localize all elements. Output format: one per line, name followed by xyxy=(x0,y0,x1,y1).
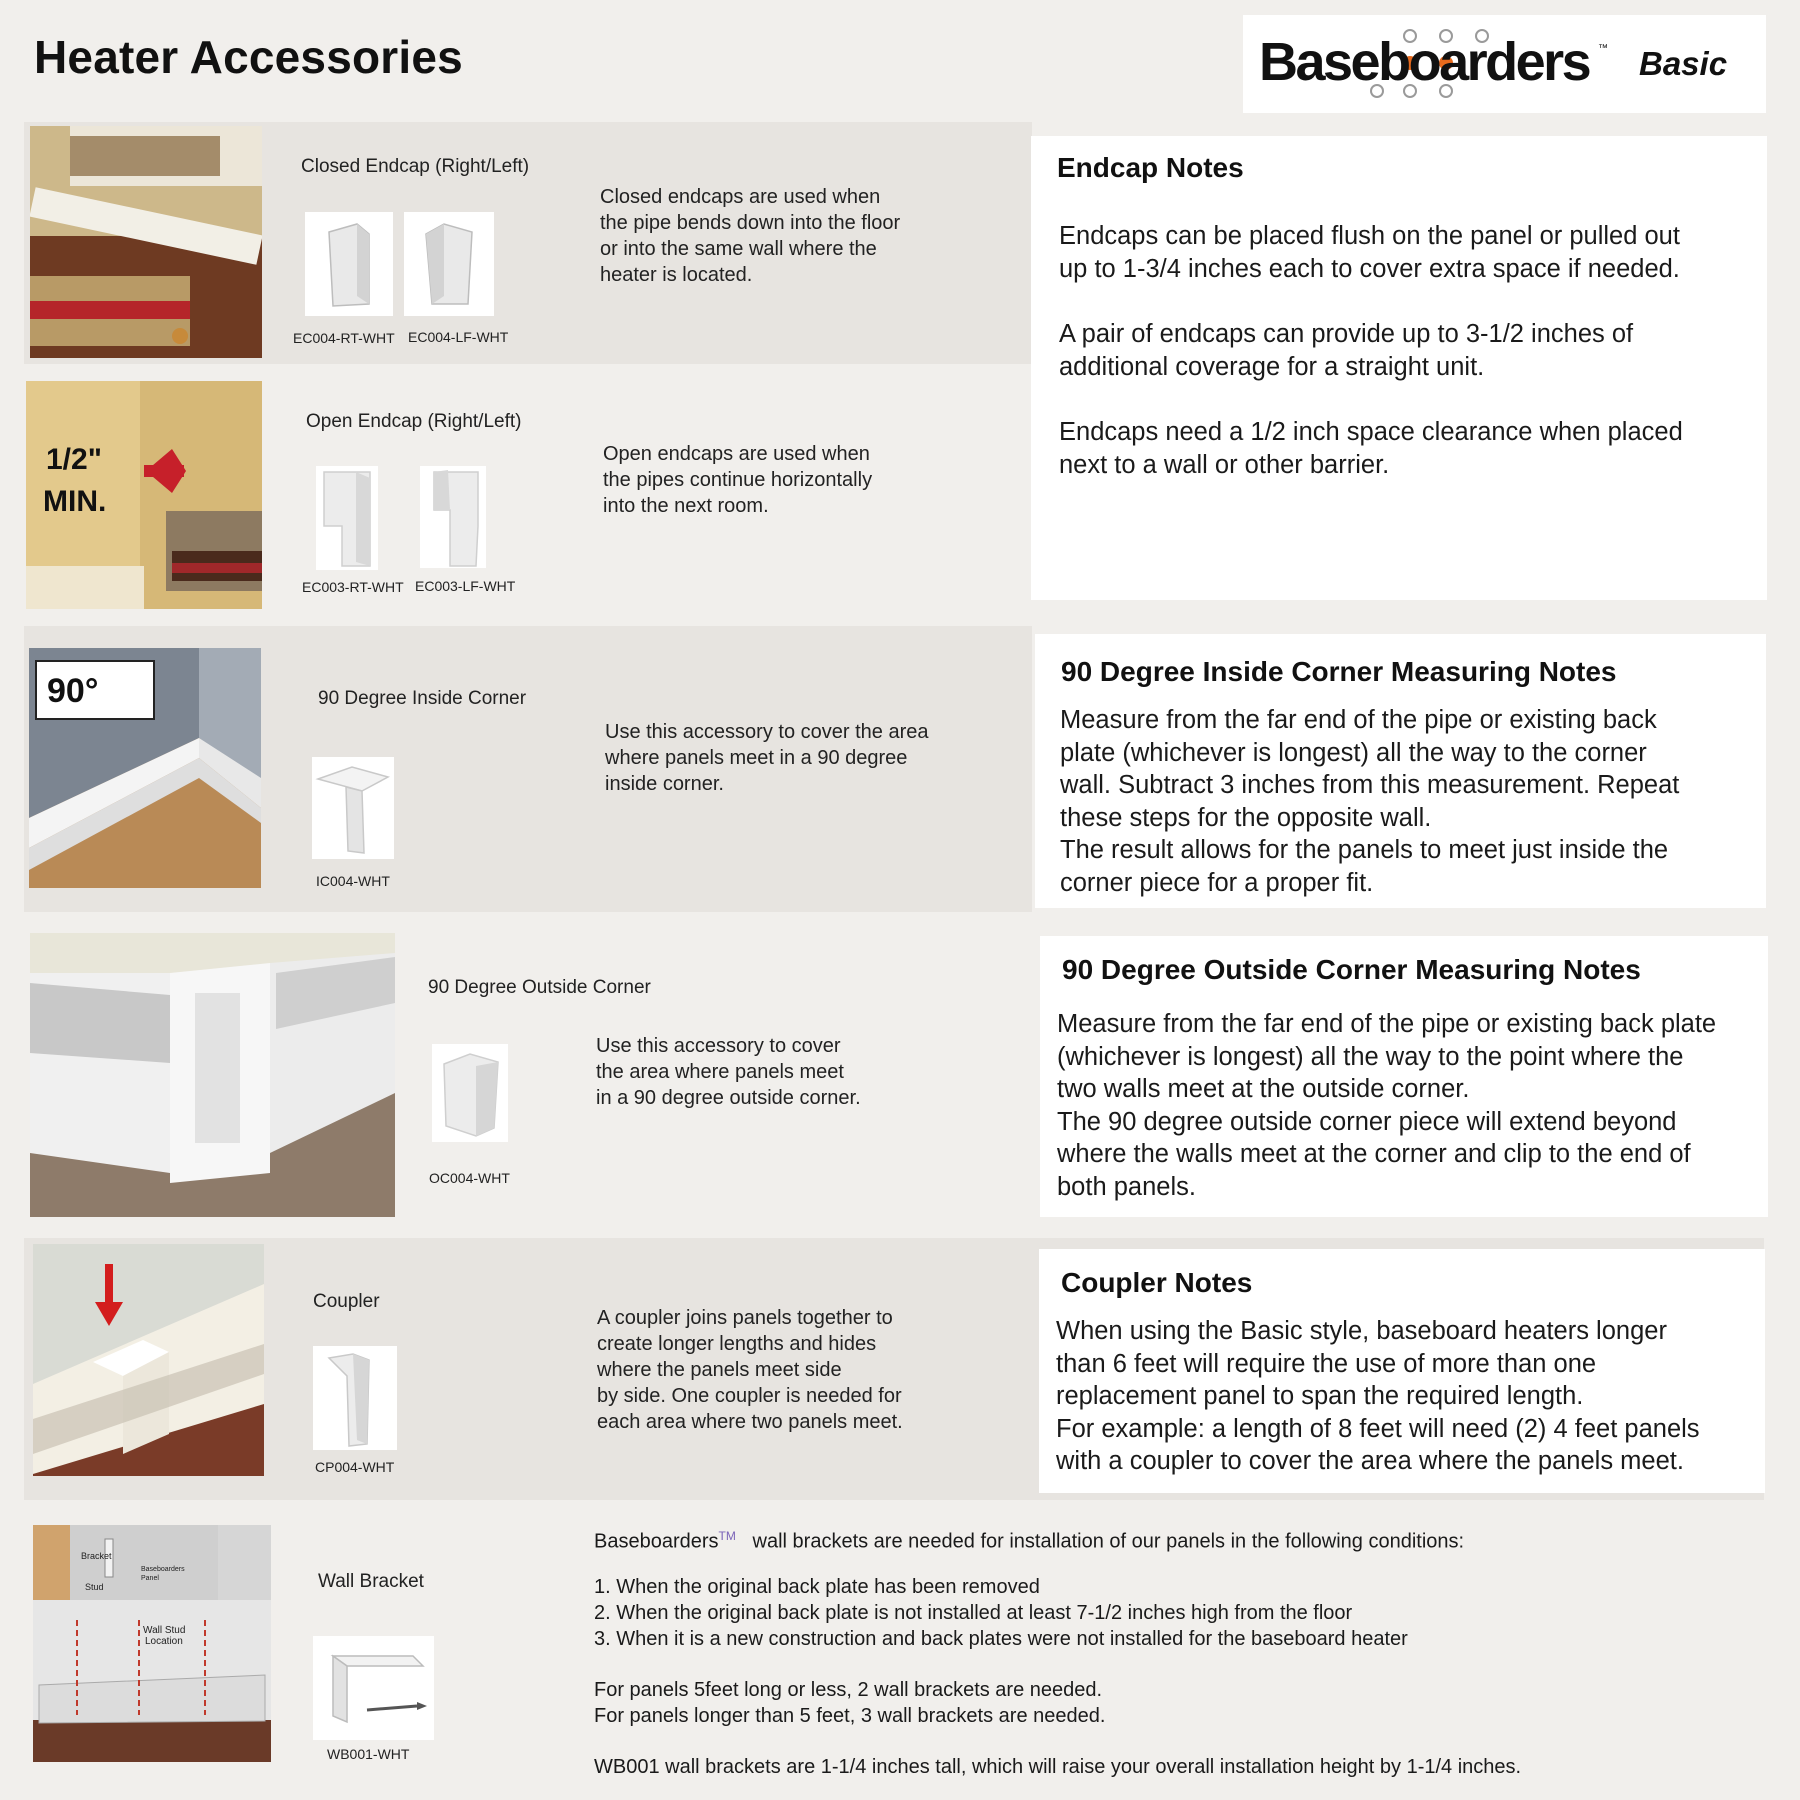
page-title: Heater Accessories xyxy=(34,31,463,83)
endcap-notes-paragraph: A pair of endcaps can provide up to 3-1/2 inches of additional coverage for a straight unit. xyxy=(1059,320,1634,381)
endcap-notes-paragraph: Endcaps need a 1/2 inch space clearance when placed next to a wall or other barrier. xyxy=(1059,418,1683,479)
sku-label: WB001-WHT xyxy=(327,1746,410,1762)
sku-label: CP004-WHT xyxy=(315,1459,395,1475)
oc004-thumb xyxy=(432,1044,508,1142)
sku-label: EC004-RT-WHT xyxy=(293,330,395,346)
wall-bracket-quantity: For panels 5feet long or less, 2 wall brackets are needed. For panels longer than 5 feet, 3 wall brackets are needed. xyxy=(594,1679,1106,1727)
endcap-notes-title: Endcap Notes xyxy=(1057,152,1244,183)
cp004-thumb xyxy=(313,1346,397,1450)
closed-endcap-name: Closed Endcap (Right/Left) xyxy=(301,156,530,177)
angle-label: 90° xyxy=(47,672,99,710)
sku-label: EC003-LF-WHT xyxy=(415,578,516,594)
photo-label: Stud xyxy=(85,1582,104,1592)
coupler-description: A coupler joins panels together to create longer lengths and hides where the panels meet side by side. One coupler is needed for each area where two panels meet. xyxy=(597,1307,903,1433)
photo-label: Bracket xyxy=(81,1551,112,1561)
wall-bracket-conditions: 1. When the original back plate has been removed 2. When the original back plate is not installed at least 7-1/2 inches high from the floor 3. When it is a new construction and back plates were not installed for the baseboard heater xyxy=(594,1576,1408,1650)
ec003-rt-thumb xyxy=(316,466,378,570)
clearance-label: MIN. xyxy=(43,485,107,518)
photo-label: Baseboarders Panel xyxy=(141,1566,185,1582)
closed-endcap-description: Closed endcaps are used when the pipe bends down into the floor or into the same wall where the heater is located. xyxy=(600,186,901,286)
sku-label: EC003-RT-WHT xyxy=(302,579,404,595)
coupler-notes xyxy=(1039,1249,1765,1493)
outside-corner-name: 90 Degree Outside Corner xyxy=(428,977,651,998)
endcap-notes-paragraph: Endcaps can be placed flush on the panel or pulled out up to 1-3/4 inches each to cover extra space if needed. xyxy=(1059,222,1680,283)
sku-label: OC004-WHT xyxy=(429,1170,510,1186)
outside-corner-notes-text: Measure from the far end of the pipe or existing back plate (whichever is longest) all the way to the point where the two walls meet at the outside corner. The 90 degree outside corner piece will extend beyond where the walls meet at the corner and clip to the end of both panels. xyxy=(1057,1010,1717,1201)
inside-corner-photo xyxy=(29,648,261,888)
inside-corner-notes-text: Measure from the far end of the pipe or existing back plate (whichever is longest) all the way to the corner wall. Subtract 3 inches from this measurement. Repeat these steps for the opposite wall. The result allows for the panels to meet just inside the corner piece for a proper fit. xyxy=(1060,706,1680,897)
ec004-rt-thumb xyxy=(305,212,393,316)
ec004-lf-thumb xyxy=(404,212,494,316)
sku-label: EC004-LF-WHT xyxy=(408,329,509,345)
ic004-thumb xyxy=(312,757,394,859)
open-endcap-name: Open Endcap (Right/Left) xyxy=(306,411,522,432)
logo-tagline: Basic xyxy=(1639,45,1728,82)
coupler-notes-title: Coupler Notes xyxy=(1061,1267,1253,1298)
outside-corner-notes-title: 90 Degree Outside Corner Measuring Notes xyxy=(1062,954,1641,985)
outside-corner-notes xyxy=(1040,936,1768,1217)
open-endcap-photo xyxy=(26,381,262,609)
closed-endcap-photo xyxy=(30,126,262,358)
endcap-notes xyxy=(1031,136,1767,600)
photo-label: Location xyxy=(145,1636,183,1647)
inside-corner-notes xyxy=(1035,634,1766,908)
outside-corner-description: Use this accessory to cover the area where panels meet in a 90 degree outside corner. xyxy=(596,1035,861,1109)
inside-corner-name: 90 Degree Inside Corner xyxy=(318,688,527,709)
ec003-lf-thumb xyxy=(420,466,486,568)
wall-bracket-photo xyxy=(33,1525,271,1762)
logo-brand: Baseboarders xyxy=(1259,32,1590,92)
brand-logo xyxy=(1243,15,1766,113)
inside-corner-notes-title: 90 Degree Inside Corner Measuring Notes xyxy=(1061,656,1617,687)
coupler-photo xyxy=(33,1244,264,1476)
angle-label-box xyxy=(35,660,155,720)
logo-trademark: ™ xyxy=(1598,43,1608,54)
wall-bracket-intro: Baseboarders™ wall brackets are needed for installation of our panels in the following conditions: xyxy=(594,1529,1465,1553)
inside-corner-description: Use this accessory to cover the area where panels meet in a 90 degree inside corner. xyxy=(605,721,929,795)
outside-corner-photo xyxy=(30,933,395,1217)
clearance-label: 1/2" xyxy=(46,443,102,476)
wall-bracket-height-note: WB001 wall brackets are 1-1/4 inches tall, which will raise your overall installation height by 1-1/4 inches. xyxy=(594,1756,1522,1778)
sku-label: IC004-WHT xyxy=(316,873,390,889)
wb001-thumb xyxy=(313,1636,434,1740)
coupler-name: Coupler xyxy=(313,1291,380,1312)
open-endcap-description: Open endcaps are used when the pipes continue horizontally into the next room. xyxy=(603,443,873,517)
coupler-notes-text: When using the Basic style, baseboard heaters longer than 6 feet will require the use of more than one replacement panel to span the required length. For example: a length of 8 feet will need (2) 4 feet panels with a coupler to cover the area where the panels meet. xyxy=(1056,1317,1700,1475)
wall-bracket-name: Wall Bracket xyxy=(318,1571,424,1592)
photo-label: Wall Stud xyxy=(143,1625,186,1636)
